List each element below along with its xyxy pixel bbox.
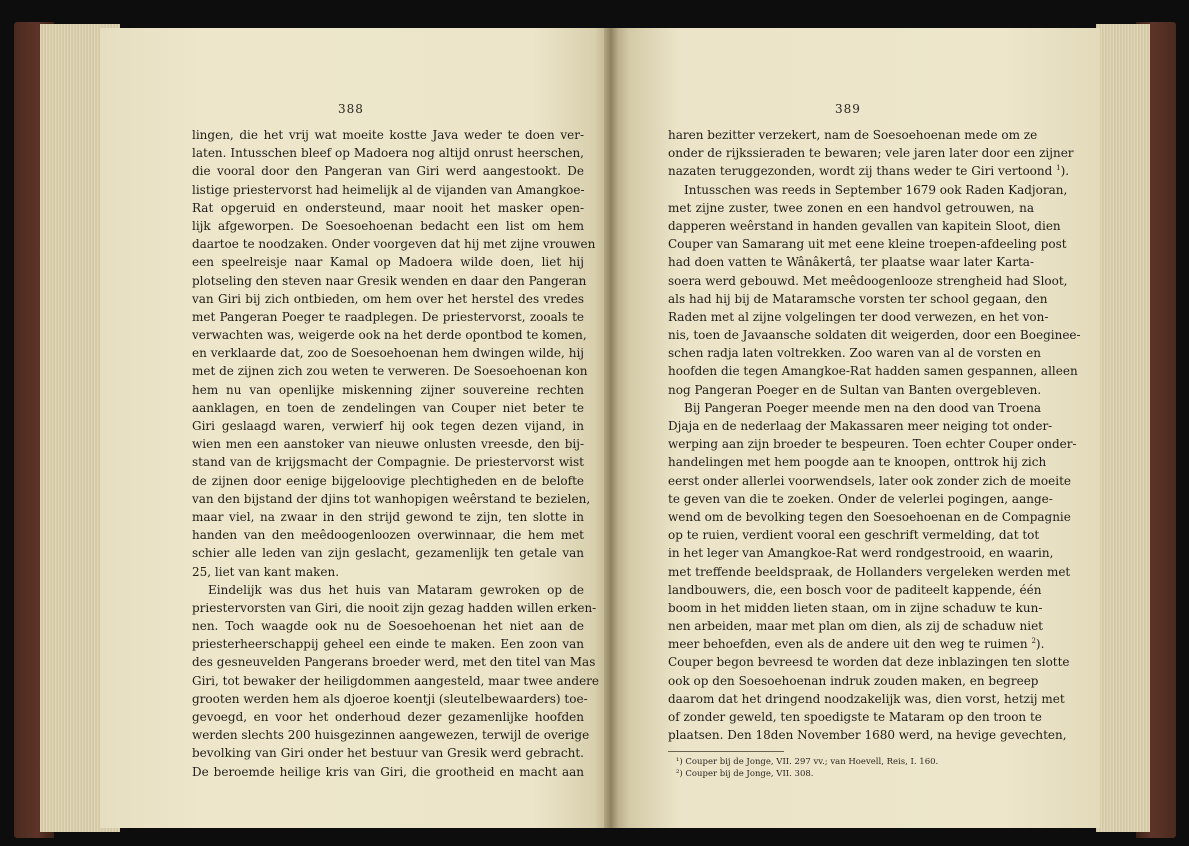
text-line: lijk afgeworpen. De Soesoehoenan bedacht een list om hem bbox=[192, 218, 584, 233]
text-line: laten. Intusschen bleef op Madoera nog altijd onrust heerschen, bbox=[192, 146, 584, 161]
text-line: eerst onder allerlei voorwendsels, later ook zonder zich de moeite bbox=[668, 473, 1072, 488]
text-line bbox=[668, 162, 1061, 180]
text-line: soera werd gebouwd. Met meêdoogenlooze strengheid had Sloot, bbox=[668, 273, 1068, 288]
text-line: Bij Pangeran Poeger meende men na den dood van Troena bbox=[684, 400, 1042, 415]
text-line: en verklaarde dat, zoo de Soesoehoenan hem dwingen wilde, hij bbox=[192, 346, 584, 361]
text-line: met de zijnen zich zou weten te verweren. De Soesoehoenan kon bbox=[192, 364, 588, 379]
text-line: in het leger van Amangkoe-Rat werd rondgestrooid, en waarin, bbox=[668, 546, 1054, 561]
text-line: Eindelijk was dus het huis van Mataram gewroken op de bbox=[208, 582, 584, 597]
footnotes bbox=[676, 756, 1034, 780]
text-line: daartoe te noodzaken. Onder voorgeven dat hij met zijne vrouwen bbox=[192, 237, 596, 252]
text-line: bevolking van Giri onder het bestuur van Gresik werd gebracht. bbox=[192, 746, 584, 761]
text-line: Rat opgeruid en ondersteund, maar nooit het masker open- bbox=[192, 200, 584, 215]
text-line: nog Pangeran Poeger en de Sultan van Banten overgebleven. bbox=[668, 382, 1042, 397]
footnote: ²) Couper bij de Jonge, VII. 308. bbox=[676, 769, 814, 779]
text-line: werping aan zijn broeder te bespeuren. Toen echter Couper onder- bbox=[668, 437, 1077, 452]
footnote-ref: 2 bbox=[1031, 637, 1036, 646]
text-line: 25, liet van kant maken. bbox=[192, 564, 340, 579]
text-line: handen van den meêdoogenloozen overwinnaar, die hem met bbox=[192, 528, 584, 543]
text-line: een speelreisje naar Kamal op Madoera wilde doen, liet hij bbox=[192, 255, 584, 270]
text-line: Couper begon bevreesd te worden dat deze inblazingen ten slotte bbox=[668, 655, 1070, 670]
text-line: De beroemde heilige kris van Giri, die grootheid en macht aan bbox=[192, 764, 584, 779]
footnote: ¹) Couper bij de Jonge, VII. 297 vv.; van Hoevell, Reis, I. 160. bbox=[676, 757, 939, 767]
text-line: nen. Toch waagde ook nu de Soesoehoenan het niet aan de bbox=[192, 619, 584, 634]
text-line: werden slechts 200 huisgezinnen aangewezen, terwijl de overige bbox=[192, 728, 590, 743]
text-line: nis, toen de Javaansche soldaten dit weigerden, door een Boeginee- bbox=[668, 328, 1081, 343]
text-line: plaatsen. Den 18den November 1680 werd, na hevige gevechten, bbox=[668, 728, 1067, 743]
text-line: listige priestervorst had heimelijk al de vijanden van Amangkoe- bbox=[192, 182, 585, 197]
page-edges-right bbox=[1096, 24, 1150, 832]
text-line: wien men een aanstoker van nieuwe onlusten vreesde, den bij- bbox=[192, 437, 584, 452]
text-line: priesterheerschappij geheel een einde te maken. Een zoon van bbox=[192, 637, 584, 652]
text-line: met Pangeran Poeger te raadplegen. De priestervorst, zooals te bbox=[192, 309, 584, 324]
text-line: onder de rijkssieraden te bewaren; vele jaren later door een zijner bbox=[668, 146, 1074, 161]
text-line: te geven van die te zoeken. Onder de velerlei pogingen, aange- bbox=[668, 491, 1053, 506]
text-line: met zijne zuster, twee zonen en een handvol getrouwen, na bbox=[668, 200, 1034, 215]
text-line: des gesneuvelden Pangerans broeder werd, met den titel van Mas bbox=[192, 655, 596, 670]
text-segment: nazaten teruggezonden, wordt zij thans weder te Giri vertoond bbox=[668, 164, 1053, 179]
text-line: dapperen weêrstand in handen gevallen van kapitein Sloot, dien bbox=[668, 218, 1061, 233]
right-page-number: 389 bbox=[835, 102, 861, 116]
text-line: wend om de bevolking tegen den Soesoehoenan en de Compagnie bbox=[668, 509, 1071, 524]
text-line: daarom dat het dringend noodzakelijk was, dien vorst, hetzij met bbox=[668, 691, 1065, 706]
text-line: aanklagen, en toen de zendelingen van Couper niet beter te bbox=[192, 400, 584, 415]
text-line: schier alle leden van zijn geslacht, gezamenlijk ten getale van bbox=[192, 546, 584, 561]
text-line: landbouwers, die, een bosch voor de paditeelt kappende, één bbox=[668, 582, 1042, 597]
left-page-number: 388 bbox=[338, 102, 364, 116]
text-segment: meer behoefden, even als de andere uit den weg te ruimen bbox=[668, 637, 1028, 652]
text-line: Couper van Samarang uit met eene kleine troepen-afdeeling post bbox=[668, 237, 1067, 252]
text-line bbox=[668, 635, 1034, 653]
text-line: met treffende beeldspraak, de Hollanders vergeleken werden met bbox=[668, 564, 1071, 579]
text-line: de zijnen door eenige bijgeloovige plechtigheden en de belofte bbox=[192, 473, 584, 488]
text-line: lingen, die het vrij wat moeite kostte Java weder te doen ver- bbox=[192, 128, 584, 142]
text-line: had doen vatten te Wânâkertâ, ter plaatse waar later Karta- bbox=[668, 255, 1034, 270]
text-line: op te ruien, verdient vooral een geschrift vermelding, dat tot bbox=[668, 528, 1040, 543]
text-line: nen arbeiden, maar met plan om dien, als zij de schaduw niet bbox=[668, 619, 1043, 634]
text-line: priestervorsten van Giri, die nooit zijn gezag hadden willen erken- bbox=[192, 600, 597, 615]
text-line: hoofden die tegen Amangkoe-Rat hadden samen gespannen, alleen bbox=[668, 364, 1078, 379]
text-line: boom in het midden lieten staan, om in zijne schaduw te kun- bbox=[668, 600, 1043, 615]
text-line: schen radja laten voltrekken. Zoo waren van al de vorsten en bbox=[668, 346, 1041, 361]
left-page-text bbox=[192, 126, 600, 781]
text-line: die vooral door den Pangeran van Giri werd aangestookt. De bbox=[192, 164, 584, 179]
text-line: plotseling den steven naar Gresik wenden en daar den Pangeran bbox=[192, 273, 587, 288]
text-line: Djaja en de nederlaag der Makassaren meer neiging tot onder- bbox=[668, 419, 1053, 433]
text-line: handelingen met hem poogde aan te knoopen, onttrok hij zich bbox=[668, 455, 1047, 470]
text-line: hem nu van openlijke miskenning zijner souvereine rechten bbox=[192, 382, 584, 397]
text-line: als had hij bij de Mataramsche vorsten ter school gegaan, den bbox=[668, 291, 1048, 306]
text-line: stand van de krijgsmacht der Compagnie. De priestervorst wist bbox=[192, 455, 584, 470]
text-line: ook op den Soesoehoenan indruk zouden maken, en begreep bbox=[668, 673, 1039, 688]
text-line: Giri, tot bewaker der heiligdommen aangesteld, maar twee andere bbox=[192, 673, 600, 688]
text-line: van den bijstand der djins tot wanhopigen weêrstand te bezielen, bbox=[192, 491, 591, 506]
text-line: van Giri bij zich ontbieden, om hem over het herstel des vredes bbox=[192, 291, 584, 306]
text-line: of zonder geweld, ten spoedigste te Mataram op den troon te bbox=[668, 710, 1042, 724]
text-line: verwachten was, weigerde ook na het derde opontbod te komen, bbox=[192, 328, 587, 343]
text-line: grooten werden hem als djoeroe koentji (sleutelbewaarders) toe- bbox=[192, 691, 588, 706]
right-page-text bbox=[668, 126, 1081, 744]
text-line: haren bezitter verzekert, nam de Soesoehoenan mede om ze bbox=[668, 128, 1038, 142]
book-gutter bbox=[604, 28, 618, 828]
text-line: Giri geslaagd waren, verwierf hij ook tegen dezen vijand, in bbox=[192, 419, 584, 433]
footnote-rule bbox=[668, 751, 784, 752]
text-line: Intusschen was reeds in September 1679 ook Raden Kadjoran, bbox=[684, 182, 1068, 197]
footnote-ref: 1 bbox=[1056, 164, 1061, 173]
text-line: Raden met al zijne volgelingen ter dood verwezen, en het von- bbox=[668, 309, 1049, 324]
text-line: gevoegd, en voor het onderhoud dezer gezamenlijke hoofden bbox=[192, 710, 584, 724]
text-line: maar viel, na zwaar in den strijd gewond te zijn, ten slotte in bbox=[192, 509, 584, 524]
